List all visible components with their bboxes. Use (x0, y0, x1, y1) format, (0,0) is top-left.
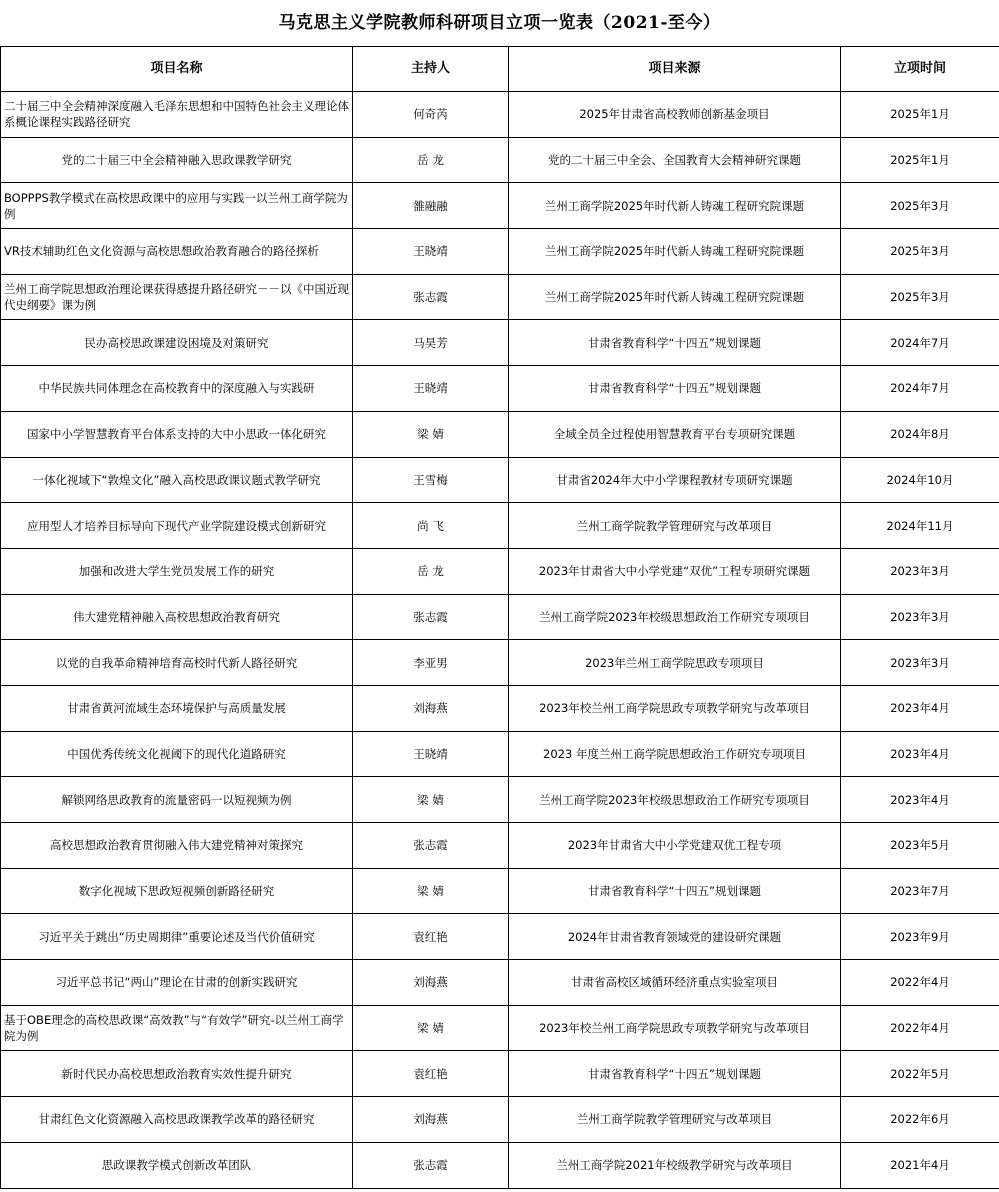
source-cell: 2024年甘肃省教育领域党的建设研究课题 (509, 914, 841, 960)
host-cell: 王雪梅 (353, 457, 509, 503)
project-name-cell: 习近平总书记“两山”理论在甘肃的创新实践研究 (1, 960, 353, 1006)
projects-table (0, 46, 999, 1189)
project-name-cell: 甘肃红色文化资源融入高校思政课教学改革的路径研究 (1, 1097, 353, 1143)
host-cell: 王晓靖 (353, 731, 509, 777)
table-row (1, 777, 999, 823)
table-row (1, 366, 999, 412)
table-row (1, 1142, 999, 1188)
source-cell: 党的二十届三中全会、全国教育大会精神研究课题 (509, 137, 841, 183)
table-row (1, 92, 999, 138)
source-cell: 兰州工商学院2021年校级教学研究与改革项目 (509, 1142, 841, 1188)
date-cell: 2022年4月 (841, 1005, 999, 1051)
date-cell: 2023年3月 (841, 640, 999, 686)
date-cell: 2025年3月 (841, 274, 999, 320)
source-cell: 甘肃省教育科学“十四五”规划课题 (509, 868, 841, 914)
table-row (1, 685, 999, 731)
table-row (1, 274, 999, 320)
date-cell: 2024年11月 (841, 503, 999, 549)
project-name-cell: 兰州工商学院思想政治理论课获得感提升路径研究－－以《中国近现代史纲要》课为例 (1, 274, 353, 320)
source-cell: 甘肃省高校区域循环经济重点实验室项目 (509, 960, 841, 1006)
host-cell: 袁红艳 (353, 1051, 509, 1097)
date-cell: 2025年1月 (841, 92, 999, 138)
date-cell: 2025年3月 (841, 183, 999, 229)
project-name-cell: 以党的自我革命精神培育高校时代新人路径研究 (1, 640, 353, 686)
date-cell: 2024年7月 (841, 366, 999, 412)
table-row (1, 229, 999, 275)
table-row (1, 960, 999, 1006)
project-name-cell: 一体化视域下“敦煌文化”融入高校思政课议题式教学研究 (1, 457, 353, 503)
host-cell: 雒融融 (353, 183, 509, 229)
date-cell: 2024年8月 (841, 411, 999, 457)
source-cell: 2025年甘肃省高校教师创新基金项目 (509, 92, 841, 138)
date-cell: 2022年4月 (841, 960, 999, 1006)
date-cell: 2023年9月 (841, 914, 999, 960)
project-name-cell: VR技术辅助红色文化资源与高校思想政治教育融合的路径探析 (1, 229, 353, 275)
host-cell: 何奇芮 (353, 92, 509, 138)
source-cell: 甘肃省教育科学“十四五”规划课题 (509, 366, 841, 412)
date-cell: 2024年7月 (841, 320, 999, 366)
table-row (1, 457, 999, 503)
date-cell: 2023年3月 (841, 548, 999, 594)
project-name-cell: 解锁网络思政教育的流量密码一以短视频为例 (1, 777, 353, 823)
host-cell: 刘海燕 (353, 960, 509, 1006)
project-name-cell: 数字化视域下思政短视频创新路径研究 (1, 868, 353, 914)
host-cell: 梁 婧 (353, 777, 509, 823)
source-cell: 兰州工商学院2023年校级思想政治工作研究专项项目 (509, 777, 841, 823)
source-cell: 甘肃省教育科学“十四五”规划课题 (509, 320, 841, 366)
date-cell: 2022年6月 (841, 1097, 999, 1143)
date-cell: 2024年10月 (841, 457, 999, 503)
project-name-cell: 中国优秀传统文化视阈下的现代化道路研究 (1, 731, 353, 777)
host-cell: 王晓靖 (353, 366, 509, 412)
header-project-name: 项目名称 (1, 47, 353, 92)
table-row (1, 868, 999, 914)
source-cell: 兰州工商学院2025年时代新人铸魂工程研究院课题 (509, 274, 841, 320)
source-cell: 兰州工商学院教学管理研究与改革项目 (509, 1097, 841, 1143)
project-name-cell: 思政课教学模式创新改革团队 (1, 1142, 353, 1188)
project-name-cell: 加强和改进大学生党员发展工作的研究 (1, 548, 353, 594)
host-cell: 梁 婧 (353, 1005, 509, 1051)
project-name-cell: 基于OBE理念的高校思政课“高效教”与“有效学”研究-以兰州工商学院为例 (1, 1005, 353, 1051)
table-row (1, 731, 999, 777)
source-cell: 兰州工商学院2025年时代新人铸魂工程研究院课题 (509, 183, 841, 229)
table-row (1, 137, 999, 183)
date-cell: 2022年5月 (841, 1051, 999, 1097)
host-cell: 岳 龙 (353, 137, 509, 183)
host-cell: 马昊芳 (353, 320, 509, 366)
date-cell: 2025年1月 (841, 137, 999, 183)
date-cell: 2023年3月 (841, 594, 999, 640)
table-row (1, 320, 999, 366)
table-row (1, 914, 999, 960)
date-cell: 2021年4月 (841, 1142, 999, 1188)
table-row (1, 411, 999, 457)
source-cell: 甘肃省2024年大中小学课程教材专项研究课题 (509, 457, 841, 503)
source-cell: 全域全员全过程使用智慧教育平台专项研究课题 (509, 411, 841, 457)
header-date: 立项时间 (841, 47, 999, 92)
source-cell: 2023年兰州工商学院思政专项项目 (509, 640, 841, 686)
host-cell: 李亚男 (353, 640, 509, 686)
project-name-cell: 习近平关于跳出“历史周期律”重要论述及当代价值研究 (1, 914, 353, 960)
source-cell: 2023年校兰州工商学院思政专项教学研究与改革项目 (509, 1005, 841, 1051)
project-name-cell: 新时代民办高校思想政治教育实效性提升研究 (1, 1051, 353, 1097)
header-host: 主持人 (353, 47, 509, 92)
source-cell: 2023年甘肃省大中小学党建双优工程专项 (509, 823, 841, 869)
host-cell: 张志霞 (353, 1142, 509, 1188)
project-name-cell: 国家中小学智慧教育平台体系支持的大中小思政一体化研究 (1, 411, 353, 457)
date-cell: 2023年4月 (841, 777, 999, 823)
date-cell: 2023年5月 (841, 823, 999, 869)
project-name-cell: 民办高校思政课建设困境及对策研究 (1, 320, 353, 366)
source-cell: 兰州工商学院2025年时代新人铸魂工程研究院课题 (509, 229, 841, 275)
host-cell: 梁 婧 (353, 868, 509, 914)
host-cell: 张志霞 (353, 594, 509, 640)
date-cell: 2023年4月 (841, 685, 999, 731)
table-row (1, 503, 999, 549)
table-row (1, 1097, 999, 1143)
table-row (1, 1051, 999, 1097)
host-cell: 尚 飞 (353, 503, 509, 549)
host-cell: 张志霞 (353, 823, 509, 869)
source-cell: 兰州工商学院教学管理研究与改革项目 (509, 503, 841, 549)
table-row (1, 640, 999, 686)
page-title: 马克思主义学院教师科研项目立项一览表（2021-至今） (278, 13, 721, 33)
project-name-cell: 中华民族共同体理念在高校教育中的深度融入与实践研 (1, 366, 353, 412)
table-row (1, 823, 999, 869)
project-name-cell: 党的二十届三中全会精神融入思政课教学研究 (1, 137, 353, 183)
project-name-cell: 高校思想政治教育贯彻融入伟大建党精神对策探究 (1, 823, 353, 869)
host-cell: 张志霞 (353, 274, 509, 320)
table-header-row (1, 47, 999, 92)
source-cell: 2023 年度兰州工商学院思想政治工作研究专项项目 (509, 731, 841, 777)
table-row (1, 594, 999, 640)
host-cell: 王晓靖 (353, 229, 509, 275)
source-cell: 2023年甘肃省大中小学党建“双优”工程专项研究课题 (509, 548, 841, 594)
project-name-cell: 甘肃省黄河流域生态环境保护与高质量发展 (1, 685, 353, 731)
header-source: 项目来源 (509, 47, 841, 92)
table-row (1, 548, 999, 594)
table-body (1, 92, 999, 1189)
source-cell: 甘肃省教育科学“十四五”规划课题 (509, 1051, 841, 1097)
table-row (1, 183, 999, 229)
source-cell: 2023年校兰州工商学院思政专项教学研究与改革项目 (509, 685, 841, 731)
host-cell: 岳 龙 (353, 548, 509, 594)
project-name-cell: 应用型人才培养目标导向下现代产业学院建设模式创新研究 (1, 503, 353, 549)
date-cell: 2023年4月 (841, 731, 999, 777)
date-cell: 2023年7月 (841, 868, 999, 914)
project-name-cell: 二十届三中全会精神深度融入毛泽东思想和中国特色社会主义理论体系概论课程实践路径研究 (1, 92, 353, 138)
host-cell: 梁 婧 (353, 411, 509, 457)
source-cell: 兰州工商学院2023年校级思想政治工作研究专项项目 (509, 594, 841, 640)
host-cell: 刘海燕 (353, 685, 509, 731)
date-cell: 2025年3月 (841, 229, 999, 275)
project-name-cell: 伟大建党精神融入高校思想政治教育研究 (1, 594, 353, 640)
host-cell: 袁红艳 (353, 914, 509, 960)
table-row (1, 1005, 999, 1051)
host-cell: 刘海燕 (353, 1097, 509, 1143)
project-name-cell: BOPPPS教学模式在高校思政课中的应用与实践一以兰州工商学院为例 (1, 183, 353, 229)
